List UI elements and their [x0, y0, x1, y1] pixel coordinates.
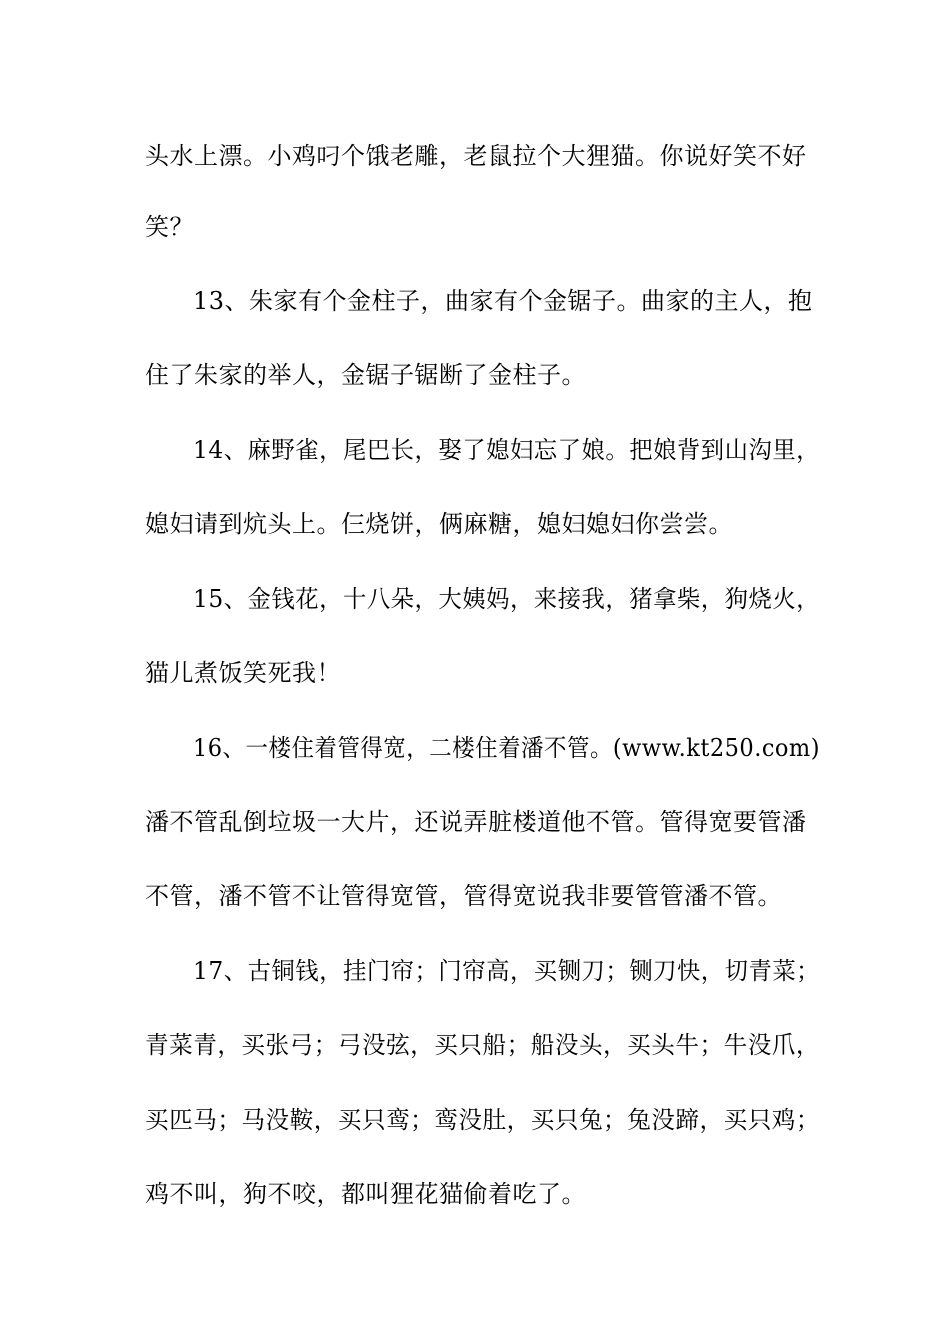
paragraph-14-line-1: 14、麻野雀，尾巴长，娶了媳妇忘了娘。把娘背到山沟里，: [193, 436, 821, 464]
text-line: 笑？: [145, 213, 194, 241]
paragraph-13-line-2: 住了朱家的举人，金锯子锯断了金柱子。: [145, 361, 586, 389]
paragraph-17-line-4: 鸡不叫，狗不咬，都叫狸花猫偷着吃了。: [145, 1180, 586, 1208]
paragraph-17-line-3: 买匹马；马没鞍，买只鸾；鸾没肚，买只兔；兔没蹄，买只鸡；: [145, 1106, 821, 1134]
paragraph-13-line-1: 13、朱家有个金柱子，曲家有个金锯子。曲家的主人，抱: [193, 287, 813, 315]
paragraph-16-line-1: 16、一楼住着管得宽，二楼住着潘不管。(www.kt250.com): [193, 734, 820, 762]
paragraph-15-line-1: 15、金钱花，十八朵，大姨妈，来接我，猪拿柴，狗烧火，: [193, 585, 821, 613]
paragraph-17-line-2: 青菜青，买张弓；弓没弦，买只船；船没头，买头牛；牛没爪，: [145, 1031, 821, 1059]
paragraph-14-line-2: 媳妇请到炕头上。仨烧饼，俩麻糖，媳妇媳妇你尝尝。: [145, 510, 733, 538]
paragraph-16-line-3: 不管，潘不管不让管得宽管，管得宽说我非要管管潘不管。: [145, 882, 782, 910]
paragraph-17-line-1: 17、古铜钱，挂门帘；门帘高，买铡刀；铡刀快，切青菜；: [193, 957, 821, 985]
text-line: 头水上漂。小鸡叼个饿老雕，老鼠拉个大狸猫。你说好笑不好: [145, 142, 807, 170]
paragraph-15-line-2: 猫儿煮饭笑死我！: [145, 659, 341, 687]
paragraph-16-line-2: 潘不管乱倒垃圾一大片，还说弄脏楼道他不管。管得宽要管潘: [145, 808, 807, 836]
